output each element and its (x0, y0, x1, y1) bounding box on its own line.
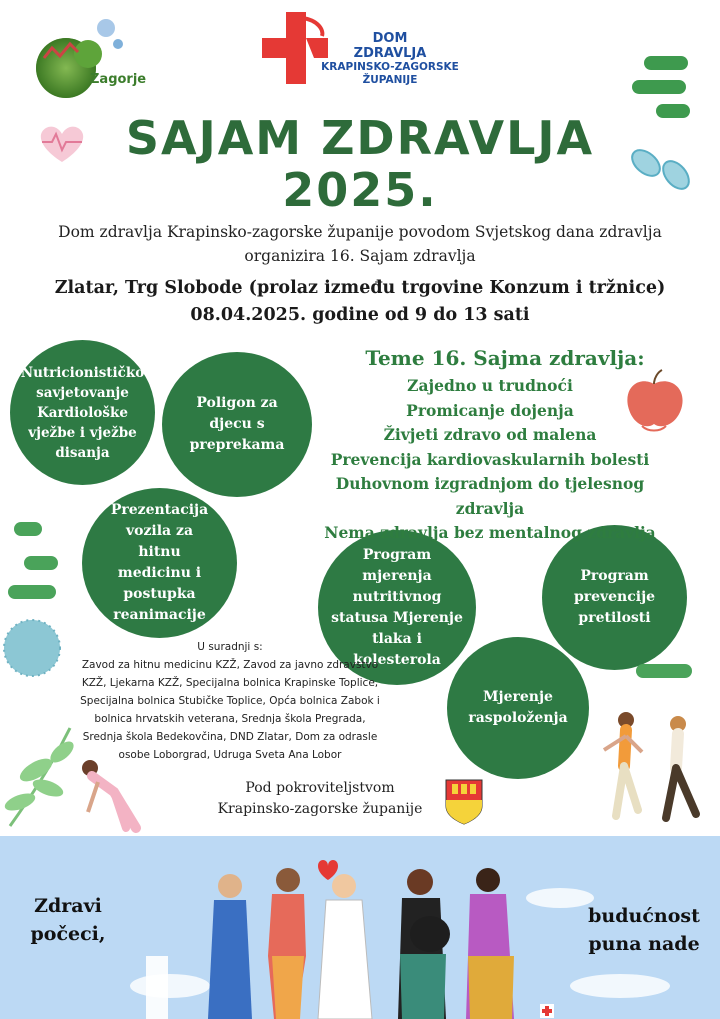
page-title (0, 112, 720, 216)
collaboration-title: U suradnji s: (197, 641, 263, 653)
location-datetime: 08.04.2025. godine od 9 do 13 sati (190, 305, 530, 325)
title-line1: SAJAM ZDRAVLJA (125, 111, 595, 165)
dotted-globe-icon (2, 618, 62, 678)
slogan-right: budućnost puna nade (588, 905, 700, 955)
intro-text (40, 220, 680, 268)
slogan-left: Zdravi počeci, (30, 895, 106, 945)
circle-measurement-text: Program mjerenja nutritivnog statusa Mjerenje tlaka i kolesterola (331, 546, 463, 668)
theme-item: Živjeti zdravo od malena (383, 425, 597, 444)
dz-logo-line3: KRAPINSKO-ZAGORSKE (321, 61, 459, 73)
dom-zdravlja-logo (262, 12, 462, 92)
patronage (200, 778, 440, 820)
dz-logo-line1: DOM (372, 31, 408, 46)
title-line2: 2025. (282, 163, 438, 217)
dz-logo-line4: ŽUPANIJE (362, 74, 418, 86)
decor-dash (632, 80, 686, 94)
decor-dash (644, 56, 688, 70)
circle-ambulance (82, 488, 237, 638)
running-couple-icon (596, 706, 716, 836)
circle-mood-text: Mjerenje raspoloženja (468, 689, 568, 726)
circle-nutrition (10, 340, 155, 485)
circle-nutrition-text: Nutricionističko savjetovanje Kardiološke vježbe i vježbe disanja (20, 364, 145, 461)
circle-polygon (162, 352, 312, 497)
collaboration (80, 638, 380, 764)
dz-logo-line2: ZDRAVLJA (353, 46, 427, 61)
decor-dash (14, 522, 42, 536)
theme-item: Nema zdravlja bez mentalnog zdravlja (324, 523, 656, 542)
circle-mood (447, 637, 589, 779)
circle-polygon-text: Poligon za djecu s preprekama (189, 395, 285, 453)
yoga-woman-icon (74, 754, 154, 834)
collaboration-text: Zavod za hitnu medicinu KZŽ, Zavod za javno zdravstvo KZŽ, Ljekarna KZŽ, Specijalna bolnica Krapinske Toplice, Specijalna bolnica Stubičke Toplice, Opća bolnica Zabok i bolnica hrvatskih veterana, Srednja škola Pregrada, Srednja škola Bedekovčina, DND Zlatar, Dom za odrasle osobe Loborgrad, Udruga Sveta Ana Lobor (80, 659, 380, 761)
theme-item: Prevencija kardiovaskularnih bolesti (330, 449, 650, 469)
theme-item: Duhovnom izgradnjom do tjelesnog zdravlja (335, 474, 645, 518)
decor-dash (24, 556, 58, 570)
patronage-line2: Krapinsko-zagorske županije (217, 801, 423, 817)
intro-line1: Dom zdravlja Krapinsko-zagorske županije povodom Svjetskog dana zdravlja (58, 223, 662, 241)
red-cross-icon (262, 12, 328, 86)
themes-list (300, 374, 680, 546)
circle-ambulance-text: Prezentacija vozila za hitnu medicinu i postupka reanimacije (110, 502, 209, 623)
patronage-line1: Pod pokroviteljstvom (245, 780, 395, 796)
bottom-banner (0, 836, 720, 1019)
location-place: Zlatar, Trg Slobode (prolaz između trgovine Konzum i tržnice) (54, 278, 666, 298)
event-location (20, 275, 700, 329)
zagorje-logo-text: Zagorje (90, 72, 147, 87)
circle-obesity-text: Program prevencije pretilosti (573, 568, 656, 626)
zagorje-logo (30, 18, 147, 98)
themes-title: Teme 16. Sajma zdravlja: (365, 346, 645, 370)
decor-dash (8, 585, 56, 599)
circle-obesity (542, 525, 687, 670)
decor-dash (636, 664, 692, 678)
theme-item: Zajedno u trudnoći (407, 376, 573, 395)
theme-item: Promicanje dojenja (406, 400, 574, 420)
intro-line2: organizira 16. Sajam zdravlja (244, 247, 476, 265)
county-coat-of-arms-icon (444, 778, 484, 826)
